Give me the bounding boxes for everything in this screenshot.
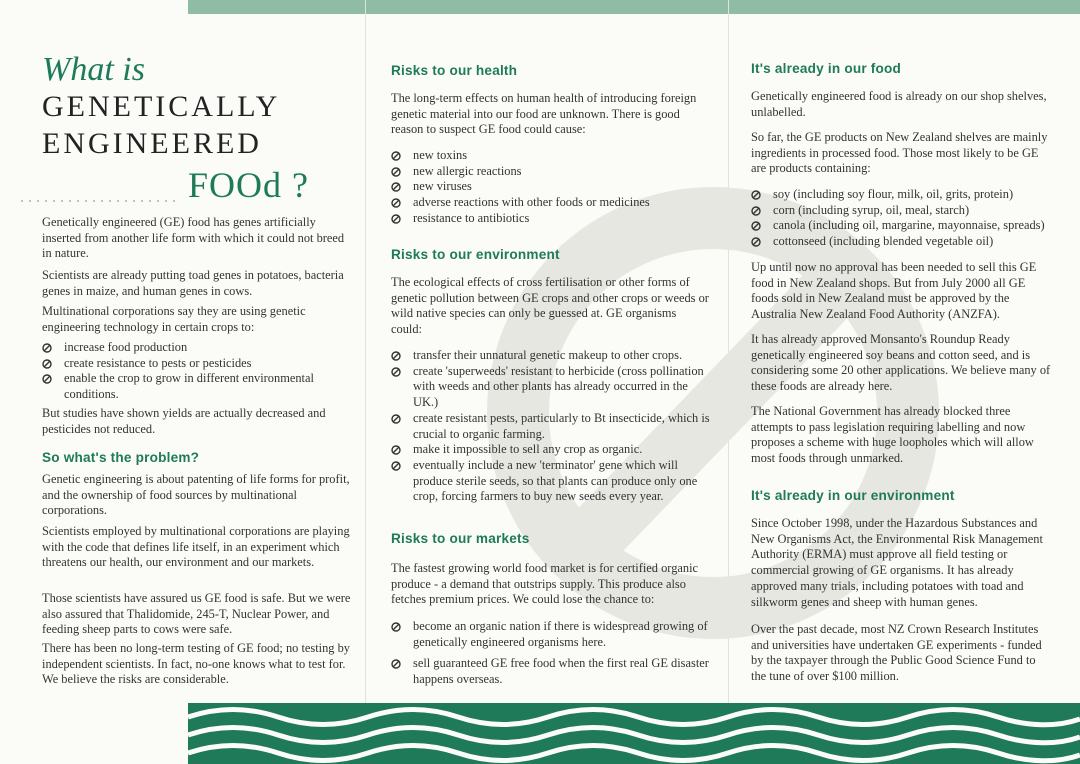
list-item-text: increase food production bbox=[64, 340, 188, 354]
no-symbol-icon bbox=[391, 182, 401, 192]
markets-list bbox=[391, 619, 711, 688]
heading-health: Risks to our health bbox=[391, 63, 518, 78]
list-item-text: sell guaranteed GE free food when the first real GE disaster happens overseas. bbox=[413, 656, 709, 687]
dotted-rule bbox=[18, 200, 178, 202]
list-item-text: become an organic nation if there is widespread growing of genetically engineered organisms here. bbox=[413, 619, 708, 649]
no-symbol-icon bbox=[751, 221, 761, 231]
page-fold-1 bbox=[365, 0, 366, 764]
no-symbol-icon bbox=[751, 237, 761, 247]
no-symbol-icon bbox=[391, 367, 401, 377]
no-symbol-icon bbox=[391, 622, 401, 632]
food-list bbox=[751, 187, 1061, 250]
heading-food: It's already in our food bbox=[751, 61, 902, 76]
list-item-text: cottonseed (including blended vegetable oil) bbox=[773, 234, 994, 249]
list-item-text: adverse reactions with other foods or medicines bbox=[413, 195, 650, 210]
list-item bbox=[391, 656, 711, 687]
list-item-text: enable the crop to grow in different environmental conditions. bbox=[64, 371, 314, 402]
list-item-text: corn (including syrup, oil, meal, starch) bbox=[773, 202, 970, 217]
list-item bbox=[42, 340, 352, 356]
list-item bbox=[751, 234, 1061, 250]
problem-paragraph-2: Scientists employed by multinational corporations are playing with the code that defines life itself, in an experiment which threatens our health, our environment and our markets. bbox=[42, 524, 350, 570]
title-engineered: ENGINEERED bbox=[42, 127, 262, 160]
list-item bbox=[751, 218, 1061, 234]
list-item-text: transfer their unnatural genetic makeup to other crops. bbox=[413, 348, 683, 362]
wave-band bbox=[188, 703, 1080, 764]
no-symbol-icon bbox=[391, 659, 401, 669]
food-paragraph-1: Genetically engineered food is already on our shop shelves, unlabelled. bbox=[751, 89, 1047, 119]
list-item-text: make it impossible to sell any crop as organic. bbox=[413, 442, 643, 457]
list-item bbox=[391, 348, 711, 364]
list-item bbox=[391, 364, 711, 411]
no-symbol-icon bbox=[391, 414, 401, 424]
list-item-text: resistance to antibiotics bbox=[413, 210, 530, 225]
list-item bbox=[391, 458, 711, 505]
list-item-text: create resistant pests, particularly to Bt insecticide, which is crucial to organic farming. bbox=[413, 410, 710, 441]
top-color-band bbox=[188, 0, 1080, 14]
food-paragraph-3: Up until now no approval has been needed to sell this GE food in New Zealand shops. But from July 2000 all GE foods sold in New Zealand must be approved by the Australia New Zealand Food Authority (ANZFA). bbox=[751, 260, 1037, 322]
list-item bbox=[391, 195, 706, 211]
no-symbol-icon bbox=[391, 167, 401, 177]
list-item-text: create resistance to pests or pesticides bbox=[64, 355, 252, 370]
environment-paragraph: The ecological effects of cross fertilisation or other forms of genetic pollution between GE crops and other crops or weeds or wild native species can only be guessed at. GE organisms could: bbox=[391, 275, 709, 337]
list-item-text: new allergic reactions bbox=[413, 163, 522, 178]
list-item bbox=[391, 411, 711, 442]
markets-paragraph: The fastest growing world food market is for certified organic produce - a demand that outstrips supply. This produce also fetches premium prices. We could lose the chance to: bbox=[391, 561, 699, 607]
no-symbol-icon bbox=[391, 461, 401, 471]
health-paragraph: The long-term effects on human health of introducing foreign genetic material into our food are unknown. There is good reason to suspect GE food could cause: bbox=[391, 91, 697, 137]
heading-markets: Risks to our markets bbox=[391, 531, 530, 546]
food-paragraph-4: It has already approved Monsanto's Roundup Ready genetically engineered soy beans and cotton seed, and is considering some 20 other applications. We believe many of these foods are already here. bbox=[751, 332, 1051, 394]
title-genetically: GENETICALLY bbox=[42, 90, 281, 123]
environment-paragraph-1: Since October 1998, under the Hazardous Substances and New Organisms Act, the Environmental Risk Management Authority (ERMA) must approve all field testing or commercial growing of GE organisms. It has already approved many trials, including potatoes with toad and silkworm genes and sheep with human genes. bbox=[751, 516, 1043, 609]
intro-paragraph-1: Genetically engineered (GE) food has genes artificially inserted from another life form with which it could not breed in nature. bbox=[42, 215, 345, 261]
list-item bbox=[391, 442, 711, 458]
problem-paragraph-4: There has been no long-term testing of GE food; no testing by independent scientists. In fact, no-one knows what to test for. We believe the risks are considerable. bbox=[42, 641, 350, 687]
list-item-text: soy (including soy flour, milk, oil, grits, protein) bbox=[773, 187, 1014, 201]
no-symbol-icon bbox=[391, 198, 401, 208]
list-item bbox=[751, 203, 1061, 219]
environment-paragraph-2: Over the past decade, most NZ Crown Research Institutes and universities have undertaken GE experiments - funded by the taxpayer through the Public Good Science Fund to the tune of over $100 million. bbox=[751, 622, 1042, 684]
no-symbol-icon bbox=[391, 214, 401, 224]
health-list bbox=[391, 148, 706, 227]
problem-paragraph-3: Those scientists have assured us GE food is safe. But we were also assured that Thalidomide, 245-T, Nuclear Power, and feeding sheep parts to cows were safe. bbox=[42, 591, 351, 637]
intro-list bbox=[42, 340, 352, 403]
heading-problem: So what's the problem? bbox=[42, 450, 200, 465]
heading-environment-risks: Risks to our environment bbox=[391, 247, 560, 262]
list-item bbox=[391, 164, 706, 180]
food-paragraph-5: The National Government has already blocked three attempts to pass legislation requiring labelling and now proposes a scheme with huge loopholes which will allow most foods through unmarked. bbox=[751, 404, 1034, 466]
list-item bbox=[751, 187, 1061, 203]
heading-environment-already: It's already in our environment bbox=[751, 488, 955, 503]
list-item-text: new toxins bbox=[413, 148, 468, 162]
list-item-text: new viruses bbox=[413, 179, 472, 194]
title-food: FOOd ? bbox=[188, 165, 309, 205]
list-item bbox=[42, 371, 352, 402]
no-symbol-icon bbox=[391, 445, 401, 455]
list-item-text: canola (including oil, margarine, mayonnaise, spreads) bbox=[773, 218, 1045, 233]
intro-paragraph-3: Multinational corporations say they are using genetic engineering technology in certain crops to: bbox=[42, 304, 306, 334]
intro-paragraph-4: But studies have shown yields are actually decreased and pesticides not reduced. bbox=[42, 406, 326, 436]
no-symbol-icon bbox=[751, 190, 761, 200]
no-symbol-icon bbox=[391, 151, 401, 161]
list-item bbox=[391, 619, 711, 650]
no-symbol-icon bbox=[42, 343, 52, 353]
no-symbol-icon bbox=[391, 351, 401, 361]
list-item bbox=[391, 148, 706, 164]
list-item-text: eventually include a new 'terminator' gene which will produce sterile seeds, so that plants can produce only one crop, forcing farmers to buy new seeds every year. bbox=[413, 457, 698, 504]
no-symbol-icon bbox=[751, 206, 761, 216]
food-paragraph-2: So far, the GE products on New Zealand shelves are mainly ingredients in processed food. Those most likely to be GE are products containing: bbox=[751, 130, 1048, 176]
list-item bbox=[391, 179, 706, 195]
list-item bbox=[391, 211, 706, 227]
list-item bbox=[42, 356, 352, 372]
no-symbol-icon bbox=[42, 359, 52, 369]
intro-paragraph-2: Scientists are already putting toad genes in potatoes, bacteria genes in maize, and human genes in cows. bbox=[42, 268, 344, 298]
environment-list bbox=[391, 348, 711, 505]
title-what-is: What is bbox=[42, 51, 145, 88]
list-item-text: create 'superweeds' resistant to herbicide (cross pollination with weeds and other plants has already occurred in the UK.) bbox=[413, 363, 704, 410]
problem-paragraph-1: Genetic engineering is about patenting of life forms for profit, and the ownership of food sources by multinational corporations. bbox=[42, 472, 350, 518]
no-symbol-icon bbox=[42, 374, 52, 384]
